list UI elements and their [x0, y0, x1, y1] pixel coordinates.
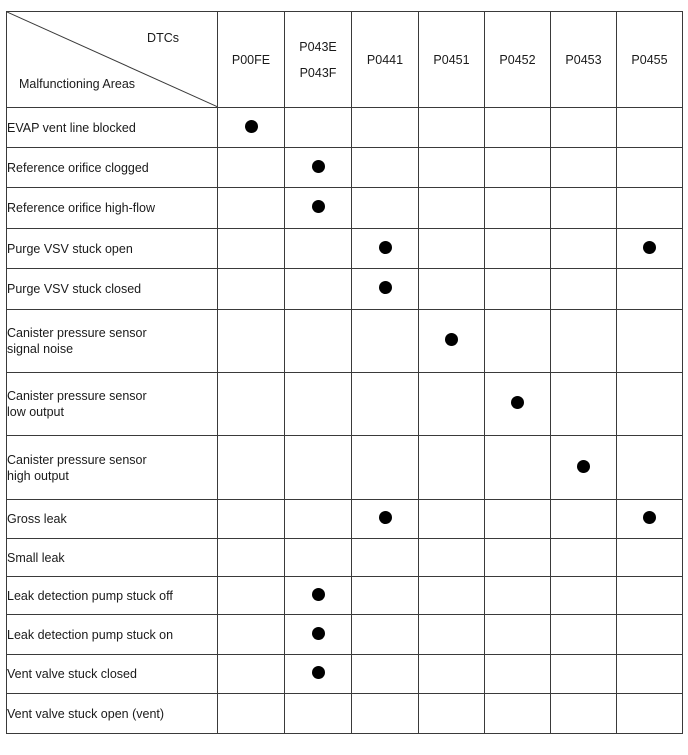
table-row — [7, 539, 683, 577]
matrix-cell — [551, 539, 617, 577]
matrix-cell — [419, 148, 485, 188]
matrix-cell — [218, 577, 285, 615]
malfunction-area-label — [7, 229, 218, 269]
matrix-cell — [218, 436, 285, 500]
dtc-code: P0452 — [499, 52, 536, 67]
matrix-cell — [551, 229, 617, 269]
matrix-cell — [617, 373, 683, 436]
dtc-column-header — [419, 12, 485, 108]
table-row — [7, 310, 683, 373]
matrix-cell — [352, 577, 419, 615]
matrix-cell — [352, 188, 419, 229]
filled-circle-icon — [312, 160, 325, 173]
matrix-cell — [617, 310, 683, 373]
filled-circle-icon — [379, 511, 392, 524]
malfunction-area-label-line: Canister pressure sensor — [7, 452, 147, 467]
table-row — [7, 148, 683, 188]
matrix-cell — [617, 188, 683, 229]
table-row — [7, 500, 683, 539]
malfunction-area-label-line: Reference orifice clogged — [7, 160, 149, 175]
matrix-cell — [551, 436, 617, 500]
dtc-code: P043E — [299, 39, 337, 54]
malfunction-area-label-line: Small leak — [7, 550, 65, 565]
table-row — [7, 436, 683, 500]
malfunction-area-label — [7, 694, 218, 734]
matrix-cell — [218, 269, 285, 310]
malfunction-area-label-line: Vent valve stuck open (vent) — [7, 706, 165, 721]
matrix-cell — [352, 655, 419, 694]
dtc-matrix-table — [6, 11, 683, 734]
table-row — [7, 108, 683, 148]
matrix-cell — [551, 108, 617, 148]
filled-circle-icon — [379, 281, 392, 294]
matrix-cell — [419, 500, 485, 539]
matrix-cell — [419, 310, 485, 373]
filled-circle-icon — [312, 666, 325, 679]
matrix-cell — [485, 188, 551, 229]
dtc-code: P00FE — [231, 52, 271, 67]
matrix-cell — [551, 577, 617, 615]
matrix-cell — [285, 436, 352, 500]
dtc-column-header — [551, 12, 617, 108]
matrix-cell — [485, 539, 551, 577]
matrix-cell — [218, 655, 285, 694]
matrix-cell — [419, 373, 485, 436]
matrix-cell — [485, 500, 551, 539]
matrix-cell — [285, 539, 352, 577]
matrix-cell — [617, 269, 683, 310]
matrix-cell — [485, 615, 551, 655]
matrix-cell — [285, 108, 352, 148]
filled-circle-icon — [312, 200, 325, 213]
filled-circle-icon — [445, 333, 458, 346]
matrix-cell — [419, 188, 485, 229]
matrix-cell — [419, 269, 485, 310]
matrix-cell — [285, 694, 352, 734]
matrix-cell — [285, 148, 352, 188]
matrix-cell — [419, 229, 485, 269]
malfunction-area-label-line: Purge VSV stuck open — [7, 241, 133, 256]
filled-circle-icon — [643, 511, 656, 524]
filled-circle-icon — [511, 396, 524, 409]
malfunction-area-label-line: signal noise — [7, 342, 74, 356]
matrix-cell — [352, 310, 419, 373]
matrix-cell — [485, 108, 551, 148]
matrix-cell — [551, 188, 617, 229]
table-row — [7, 188, 683, 229]
matrix-cell — [485, 694, 551, 734]
malfunction-area-label — [7, 108, 218, 148]
filled-circle-icon — [577, 460, 590, 473]
matrix-cell — [285, 655, 352, 694]
matrix-cell — [285, 310, 352, 373]
matrix-cell — [218, 188, 285, 229]
malfunction-area-label-line: EVAP vent line blocked — [7, 120, 136, 135]
matrix-cell — [352, 539, 419, 577]
matrix-cell — [419, 577, 485, 615]
matrix-cell — [551, 310, 617, 373]
table-row — [7, 655, 683, 694]
matrix-cell — [551, 500, 617, 539]
matrix-cell — [485, 373, 551, 436]
malfunction-area-label — [7, 188, 218, 229]
dtc-column-header — [485, 12, 551, 108]
matrix-cell — [485, 229, 551, 269]
matrix-cell — [352, 269, 419, 310]
matrix-cell — [352, 615, 419, 655]
dtc-code: P0441 — [366, 52, 404, 67]
malfunction-area-label-line: Gross leak — [7, 512, 67, 526]
matrix-cell — [551, 694, 617, 734]
table-row — [7, 577, 683, 615]
matrix-cell — [419, 615, 485, 655]
matrix-cell — [485, 269, 551, 310]
matrix-cell — [617, 615, 683, 655]
matrix-cell — [352, 373, 419, 436]
table-row — [7, 694, 683, 734]
matrix-cell — [352, 148, 419, 188]
dtc-column-header — [218, 12, 285, 108]
matrix-cell — [419, 694, 485, 734]
dtcs-axis-label: DTCs — [147, 31, 179, 45]
malfunction-area-label — [7, 269, 218, 310]
dtc-code: P0453 — [565, 52, 602, 67]
matrix-cell — [352, 500, 419, 539]
malfunction-area-label-line: low output — [7, 405, 64, 419]
filled-circle-icon — [245, 120, 258, 133]
matrix-cell — [617, 436, 683, 500]
matrix-cell — [218, 500, 285, 539]
malfunction-area-label-line: high output — [7, 468, 69, 483]
matrix-cell — [551, 373, 617, 436]
matrix-cell — [285, 269, 352, 310]
matrix-cell — [419, 436, 485, 500]
malfunction-area-label — [7, 310, 218, 373]
matrix-cell — [551, 148, 617, 188]
table-row — [7, 373, 683, 436]
matrix-cell — [485, 577, 551, 615]
matrix-cell — [218, 310, 285, 373]
dtc-code: P043F — [299, 65, 337, 80]
matrix-body — [7, 108, 683, 734]
matrix-cell — [551, 615, 617, 655]
matrix-cell — [617, 108, 683, 148]
matrix-cell — [352, 436, 419, 500]
matrix-cell — [285, 500, 352, 539]
malfunction-area-label — [7, 615, 218, 655]
matrix-cell — [285, 577, 352, 615]
matrix-cell — [285, 188, 352, 229]
malfunction-area-label — [7, 500, 218, 539]
filled-circle-icon — [379, 241, 392, 254]
matrix-cell — [218, 229, 285, 269]
dtc-column-header — [285, 12, 352, 108]
diagonal-divider — [7, 12, 218, 107]
matrix-cell — [617, 148, 683, 188]
malfunction-area-label — [7, 373, 218, 436]
malfunction-area-label-line: Leak detection pump stuck off — [7, 588, 173, 603]
matrix-cell — [285, 615, 352, 655]
matrix-cell — [485, 310, 551, 373]
filled-circle-icon — [643, 241, 656, 254]
matrix-cell — [218, 539, 285, 577]
malfunctioning-areas-axis-label: Malfunctioning Areas — [19, 77, 136, 91]
matrix-cell — [617, 694, 683, 734]
matrix-cell — [218, 108, 285, 148]
matrix-cell — [218, 615, 285, 655]
table-row — [7, 615, 683, 655]
matrix-cell — [485, 655, 551, 694]
malfunction-area-label-line: Vent valve stuck closed — [7, 667, 137, 681]
filled-circle-icon — [312, 588, 325, 601]
matrix-cell — [551, 655, 617, 694]
malfunction-area-label — [7, 539, 218, 577]
matrix-cell — [617, 577, 683, 615]
malfunction-area-label — [7, 655, 218, 694]
matrix-cell — [352, 229, 419, 269]
malfunction-area-label-line: Purge VSV stuck closed — [7, 282, 142, 296]
matrix-cell — [218, 694, 285, 734]
dtc-column-header — [617, 12, 683, 108]
matrix-cell — [419, 655, 485, 694]
matrix-cell — [352, 108, 419, 148]
matrix-cell — [617, 229, 683, 269]
matrix-cell — [485, 148, 551, 188]
corner-header-cell — [7, 12, 218, 108]
matrix-cell — [285, 229, 352, 269]
matrix-cell — [419, 108, 485, 148]
matrix-cell — [218, 373, 285, 436]
matrix-cell — [285, 373, 352, 436]
matrix-cell — [419, 539, 485, 577]
matrix-cell — [485, 436, 551, 500]
matrix-cell — [617, 539, 683, 577]
malfunction-area-label-line: Canister pressure sensor — [7, 389, 147, 403]
malfunction-area-label-line: Reference orifice high-flow — [7, 201, 155, 215]
malfunction-area-label — [7, 148, 218, 188]
matrix-cell — [218, 148, 285, 188]
dtc-code: P0451 — [433, 52, 470, 67]
malfunction-area-label — [7, 436, 218, 500]
dtc-code: P0455 — [631, 52, 668, 67]
filled-circle-icon — [312, 627, 325, 640]
matrix-cell — [551, 269, 617, 310]
matrix-cell — [352, 694, 419, 734]
malfunction-area-label-line: Leak detection pump stuck on — [7, 627, 174, 642]
malfunction-area-label-line: Canister pressure sensor — [7, 326, 147, 340]
malfunction-area-label — [7, 577, 218, 615]
matrix-cell — [617, 500, 683, 539]
header-row — [7, 12, 683, 108]
table-row — [7, 229, 683, 269]
dtc-column-header — [352, 12, 419, 108]
matrix-cell — [617, 655, 683, 694]
table-row — [7, 269, 683, 310]
